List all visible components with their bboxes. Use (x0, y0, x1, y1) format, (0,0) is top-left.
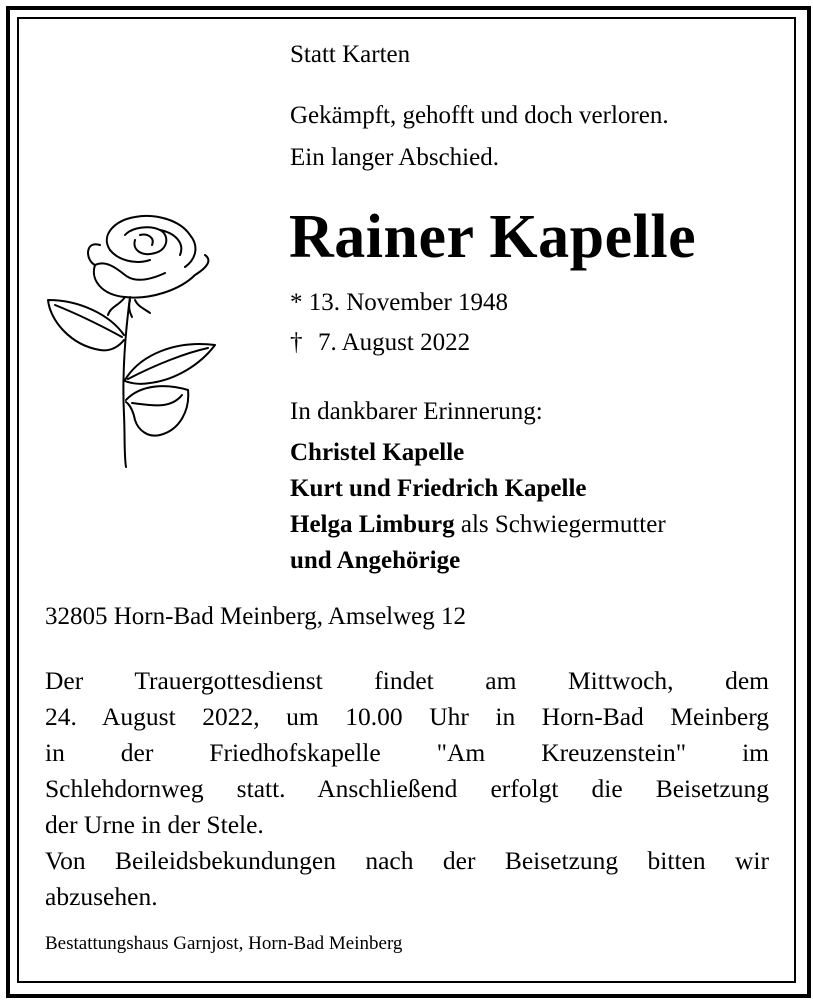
mourner-3-name: Helga Limburg (290, 511, 455, 538)
birth-date: * 13. November 1948 (290, 289, 509, 316)
quote-line-1: Gekämpft, gehofft und doch verloren. (290, 102, 669, 129)
mourner-1: Christel Kapelle (290, 439, 465, 466)
service-line-4: Schlehdornweg statt. Anschließend erfolgt die Beisetzung (45, 774, 769, 803)
cross-icon: † (290, 329, 303, 356)
service-line-1: Der Trauergottesdienst findet am Mittwoch, dem (45, 666, 769, 695)
header-statt-karten: Statt Karten (290, 41, 411, 68)
address: 32805 Horn-Bad Meinberg, Amselweg 12 (45, 603, 467, 630)
mourner-2: Kurt und Friedrich Kapelle (290, 475, 587, 502)
service-line-3: in der Friedhofskapelle "Am Kreuzenstein" im (45, 738, 769, 767)
service-line-2: 24. August 2022, um 10.00 Uhr in Horn-Bad Meinberg (45, 702, 769, 731)
remembrance-intro: In dankbarer Erinnerung: (290, 398, 543, 425)
death-date: 7. August 2022 (318, 329, 471, 356)
mourner-3-line (290, 512, 666, 537)
deceased-name: Rainer Kapelle (289, 203, 697, 271)
service-line-7: abzusehen. (45, 882, 158, 911)
service-line-6: Von Beileidsbekundungen nach der Beisetzung bitten wir (45, 846, 769, 875)
mourner-3-role: als Schwiegermutter (454, 511, 666, 538)
service-line-5: der Urne in der Stele. (45, 810, 264, 839)
rose-icon (40, 205, 220, 470)
funeral-home: Bestattungshaus Garnjost, Horn-Bad Meinberg (45, 933, 403, 954)
quote-line-2: Ein langer Abschied. (290, 144, 499, 171)
mourner-4: und Angehörige (290, 547, 461, 574)
